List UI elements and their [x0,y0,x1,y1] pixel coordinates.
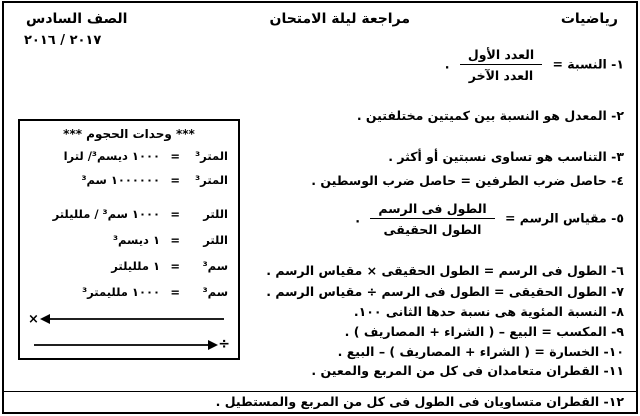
item-end: . [355,210,361,226]
fraction-denominator: الطول الحقيقى [383,222,482,237]
unit-row-equals: = [170,149,180,163]
worksheet-page [2,1,638,414]
conversion-arrows [20,307,238,359]
item-text: النسبة المئوية هى نسبة حدها الثانى ١٠٠. [353,304,607,319]
item-number: ٧- [611,284,624,299]
item-number: ١- [611,56,624,72]
list-item-6 [266,263,624,278]
list-item-2 [357,108,624,123]
school-year: ٢٠١٧ / ٢٠١٦ [24,33,102,48]
unit-row-right: ١٠٠٠٠٠٠ سم³ [81,173,160,187]
item-text: الطول الحقيقى = الطول فى الرسم ÷ مقياس الرسم . [266,284,607,299]
item-number: ٨- [611,304,624,319]
unit-row-left: اللتر [203,233,228,247]
worksheet-title: مراجعة ليلة الامتحان [269,11,410,27]
item-number: ٦- [611,263,624,278]
unit-row-equals: = [170,233,180,247]
list-item-3 [388,149,624,164]
item-text: المعدل هو النسبة بين كميتين مختلفتين . [356,108,607,123]
item-text: المكسب = البيع – ( الشراء + المصاريف ) . [344,324,607,339]
subject-label: رياضيات [560,11,618,27]
item-text: القطران متساويان فى الطول فى كل من المربع والمستطيل . [215,394,600,409]
item-text: القطران متعامدان فى كل من المربع والمعين . [311,363,600,378]
divide-symbol: ÷ [218,336,230,352]
item-text: مقياس الرسم = [504,210,607,226]
item-text: الطول فى الرسم = الطول الحقيقى × مقياس الرسم . [266,263,607,278]
item-number: ١٢- [603,394,624,409]
item-number: ٥- [611,210,624,226]
unit-row-right: ١ ديسم³ [112,233,160,247]
unit-row-equals: = [170,259,180,273]
item-end: . [444,56,450,72]
fraction [370,201,494,237]
multiply-symbol: × [28,312,39,327]
unit-row-right: ١٠٠٠ ديسم³/ لترا [63,149,160,163]
unit-row-left: اللتر [203,207,228,221]
fraction [460,47,542,83]
item-number: ٩- [611,324,624,339]
item-text: الخسارة = ( الشراء + المصاريف ) – البيع . [337,344,600,359]
unit-row-equals: = [170,285,180,299]
list-item-11 [311,363,624,378]
item-number: ٤- [611,173,624,188]
unit-row-left: المتر³ [195,173,228,187]
list-item-5 [355,201,624,237]
fraction-numerator: العدد الأول [460,47,542,65]
item-number: ١١- [603,363,624,378]
volume-units-title: *** وحدات الحجوم *** [63,127,195,141]
unit-row-equals: = [170,207,180,221]
list-item-9 [345,324,624,339]
list-item-8 [354,304,624,319]
fraction-numerator: الطول فى الرسم [370,201,494,219]
grade-label: الصف السادس [26,11,128,27]
unit-row-left: سم³ [202,259,228,273]
unit-row-right: ١ ملليلتر [111,259,160,273]
list-item-1 [445,47,624,83]
item-number: ٣- [611,149,624,164]
divider [4,391,636,392]
list-item-10 [338,344,624,359]
fraction-denominator: العدد الآخر [468,68,534,83]
list-item-4 [311,173,624,188]
list-item-7 [266,284,624,299]
item-number: ٢- [611,108,624,123]
unit-row-left: سم³ [202,285,228,299]
item-text: النسبة = [552,56,607,72]
list-item-12 [216,394,624,409]
divide-arrow-icon [34,340,218,350]
unit-row-left: المتر³ [195,149,228,163]
item-text: التناسب هو تساوى نسبتين أو أكثر . [388,149,607,164]
unit-row-right: ١٠٠٠ ملليمتر³ [82,285,160,299]
item-number: ١٠- [603,344,624,359]
item-text: حاصل ضرب الطرفين = حاصل ضرب الوسطين . [311,173,607,188]
volume-units-box [18,119,240,360]
multiply-arrow-icon [40,314,224,324]
unit-row-equals: = [170,173,180,187]
unit-row-right: ١٠٠٠ سم³ / ملليلتر [52,207,160,221]
